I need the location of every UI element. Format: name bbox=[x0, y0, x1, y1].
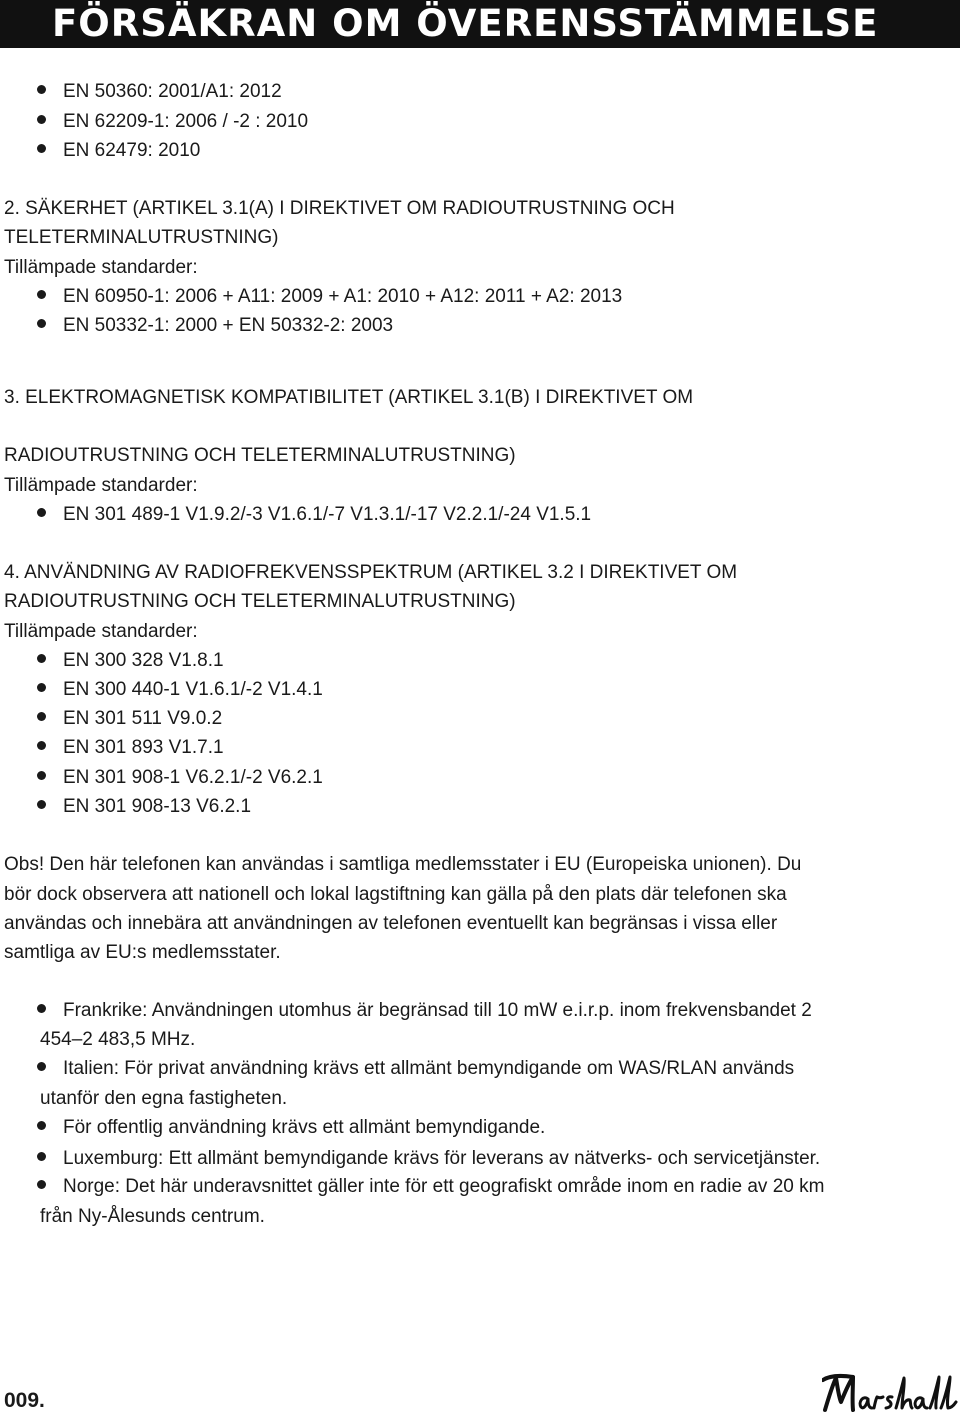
bullet-icon bbox=[37, 1004, 46, 1013]
section-4-heading-cont: RADIOUTRUSTNING OCH TELETERMINALUTRUSTNING) bbox=[4, 591, 516, 612]
bullet-icon bbox=[37, 319, 46, 328]
list-item: EN 301 908-1 V6.2.1/-2 V6.2.1 bbox=[37, 766, 323, 790]
section-4-label: Tillämpade standarder: bbox=[4, 621, 198, 642]
marshall-logo bbox=[822, 1372, 960, 1415]
section-3-label: Tillämpade standarder: bbox=[4, 475, 198, 496]
bullet-icon bbox=[37, 771, 46, 780]
list-item: EN 301 489-1 V1.9.2/-3 V1.6.1/-7 V1.3.1/-17 V2.2.1/-24 V1.5.1 bbox=[37, 503, 591, 527]
title-bar bbox=[0, 0, 960, 48]
list-item: EN 50332-1: 2000 + EN 50332-2: 2003 bbox=[37, 314, 393, 338]
bullet-icon bbox=[37, 683, 46, 692]
bullet-icon bbox=[37, 800, 46, 809]
page-title: FÖRSÄKRAN OM ÖVERENSSTÄMMELSE bbox=[52, 2, 879, 45]
note-line: bör dock observera att nationell och lokal lagstiftning kan gälla på den plats där telefonen ska bbox=[4, 884, 787, 905]
bullet-icon bbox=[37, 654, 46, 663]
bullet-icon bbox=[37, 508, 46, 517]
note-line: samtliga av EU:s medlemsstater. bbox=[4, 942, 281, 963]
list-item-luxembourg: Luxemburg: Ett allmänt bemyndigande krävs för leverans av nätverks- och servicetjänster. bbox=[37, 1147, 820, 1171]
bullet-icon bbox=[37, 741, 46, 750]
section-2-heading-cont: TELETERMINALUTRUSTNING) bbox=[4, 227, 279, 248]
bullet-icon bbox=[37, 1121, 46, 1130]
list-item: EN 301 893 V1.7.1 bbox=[37, 736, 224, 760]
list-item-norway-cont: från Ny-Ålesunds centrum. bbox=[40, 1206, 265, 1227]
bullet-icon bbox=[37, 1152, 46, 1161]
list-item: EN 301 511 V9.0.2 bbox=[37, 707, 222, 731]
list-item-norway: Norge: Det här underavsnittet gäller inte för ett geografiskt område inom en radie av 20 km bbox=[37, 1175, 824, 1199]
page-number: 009. bbox=[4, 1389, 45, 1412]
list-item: EN 62479: 2010 bbox=[37, 139, 200, 163]
bullet-icon bbox=[37, 115, 46, 124]
list-item-italy-cont: utanför den egna fastigheten. bbox=[40, 1088, 288, 1109]
note-line: användas och innebära att användningen av telefonen eventuellt kan begränsas i vissa eller bbox=[4, 913, 778, 934]
bullet-icon bbox=[37, 144, 46, 153]
list-item: EN 62209-1: 2006 / -2 : 2010 bbox=[37, 110, 308, 134]
list-item: EN 50360: 2001/A1: 2012 bbox=[37, 80, 282, 104]
section-3-heading: 3. ELEKTROMAGNETISK KOMPATIBILITET (ARTIKEL 3.1(B) I DIREKTIVET OM bbox=[4, 387, 694, 408]
list-item-france: Frankrike: Användningen utomhus är begränsad till 10 mW e.i.r.p. inom frekvensbandet 2 bbox=[37, 999, 812, 1023]
list-item: EN 300 328 V1.8.1 bbox=[37, 649, 224, 673]
list-item-italy: Italien: För privat användning krävs ett allmänt bemyndigande om WAS/RLAN används bbox=[37, 1057, 794, 1081]
bullet-icon bbox=[37, 290, 46, 299]
list-item-france-cont: 454–2 483,5 MHz. bbox=[40, 1029, 196, 1050]
bullet-icon bbox=[37, 1180, 46, 1189]
section-2-heading: 2. SÄKERHET (ARTIKEL 3.1(A) I DIREKTIVET OM RADIOUTRUSTNING OCH bbox=[4, 198, 675, 219]
list-item-public: För offentlig användning krävs ett allmänt bemyndigande. bbox=[37, 1116, 545, 1140]
list-item: EN 301 908-13 V6.2.1 bbox=[37, 795, 251, 819]
section-4-heading: 4. ANVÄNDNING AV RADIOFREKVENSSPEKTRUM (ARTIKEL 3.2 I DIREKTIVET OM bbox=[4, 562, 738, 583]
bullet-icon bbox=[37, 712, 46, 721]
list-item: EN 300 440-1 V1.6.1/-2 V1.4.1 bbox=[37, 678, 323, 702]
bullet-icon bbox=[37, 1062, 46, 1071]
list-item: EN 60950-1: 2006 + A11: 2009 + A1: 2010 + A12: 2011 + A2: 2013 bbox=[37, 285, 622, 309]
note-line: Obs! Den här telefonen kan användas i samtliga medlemsstater i EU (Europeiska unionen). Du bbox=[4, 854, 802, 875]
bullet-icon bbox=[37, 85, 46, 94]
section-2-label: Tillämpade standarder: bbox=[4, 257, 198, 278]
section-3-heading-cont: RADIOUTRUSTNING OCH TELETERMINALUTRUSTNING) bbox=[4, 445, 516, 466]
